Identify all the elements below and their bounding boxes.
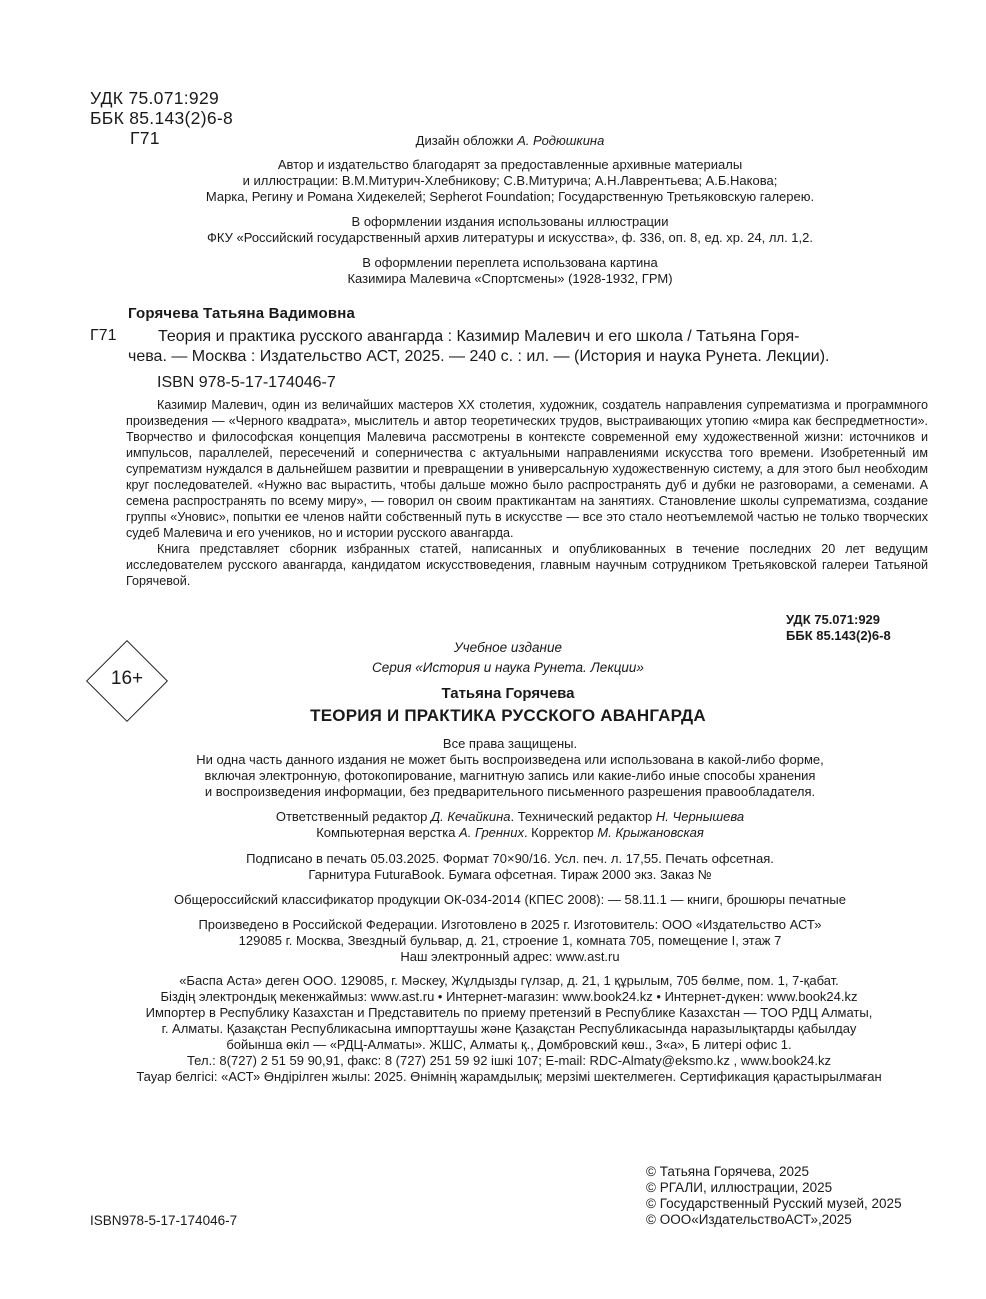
rights-line: Ни одна часть данного издания не может быть воспроизведена или использована в какой-либо форме, (196, 752, 824, 767)
classifier: Общероссийский классификатор продукции ОК-034-2014 (КПЕС 2008): — 58.11.1 — книги, брошюры печатные (174, 892, 846, 907)
kz-line: Біздің электрондық мекенжаймыз: www.ast.ru • Интернет-магазин: www.book24.kz • Интернет-дүкен: www.book24.kz (160, 989, 858, 1004)
chief-editor: Д. Кечайкина (431, 809, 511, 824)
author-heading: Горячева Татьяна Вадимовна (128, 305, 356, 322)
tech-editor: Н. Чернышева (655, 809, 745, 824)
bbk-code: ББК 85.143(2)6-8 (786, 628, 891, 643)
acknowledgment-line: Автор и издательство благодарят за предоставленные архивные материалы (277, 157, 743, 172)
kz-line: Тел.: 8(727) 2 51 59 90,91, факс: 8 (727) 251 59 92 ішкі 107; E-mail: RDC-Almaty@eksmo.kz , www.book24.kz (186, 1053, 832, 1068)
print-line: Гарнитура FuturaBook. Бумага офсетная. Тираж 2000 экз. Заказ № (308, 867, 712, 882)
binding-line: В оформлении переплета использована картина (362, 255, 658, 270)
udk-code: УДК 75.071:929 (90, 88, 220, 108)
annotation (126, 397, 928, 589)
udk-code: УДК 75.071:929 (786, 612, 881, 627)
rights-heading: Все права защищены. (442, 736, 578, 751)
entry-line: чева. — Москва : Издательство АСТ, 2025. — 240 с. : ил. — (История и наука Рунета. Лекции). (128, 348, 830, 365)
cover-designer: А. Родюшкина (517, 133, 605, 148)
manufacturer-line: 129085 г. Москва, Звездный бульвар, д. 21, строение 1, комната 705, помещение I, этаж 7 (238, 933, 782, 948)
manufacturer (110, 917, 910, 965)
entry-line: Теория и практика русского авангарда : Казимир Малевич и его школа / Татьяна Горя- (158, 328, 800, 345)
acknowledgment-line: и иллюстрации: В.М.Митурич-Хлебникову; С.В.Митурича; А.Н.Лаврентьева; А.Б.Накова; (242, 173, 778, 188)
annotation-paragraph: Книга представляет сборник избранных статей, написанных и опубликованных в течение последних 20 лет ведущим исследователем русского авангарда, кандидатом искусствоведения, главным научным сотрудником Третьяковской галереи Татьяной Горячевой. (126, 542, 928, 588)
series: Серия «История и наука Рунета. Лекции» (372, 660, 644, 675)
book-title: ТЕОРИЯ И ПРАКТИКА РУССКОГО АВАНГАРДА (310, 706, 706, 725)
editors-line: Ответственный редактор Д. Кечайкина. Технический редактор Н. Чернышева (275, 809, 745, 824)
kz-line: Импортер в Республику Казахстан и Представитель по приему претензий в Республике Казахстан — ТОО РДЦ Алматы, (145, 1005, 873, 1020)
isbn: ISBN 978-5-17-174046-7 (157, 374, 336, 391)
bbk-code: ББК 85.143(2)6-8 (90, 108, 234, 128)
binding-line: Казимира Малевича «Спортсмены» (1928-1932, ГРМ) (347, 271, 673, 286)
author-mark-label: Г71 (90, 327, 117, 344)
layout-line: Компьютерная верстка А. Гренних. Корректор М. Крыжановская (316, 825, 704, 840)
kz-line: Тауар белгісі: «АСТ» Өндірілген жылы: 2025. Өнімнің жарамдылық; мерзімі шектелмеген. Сертификация қарастырылмаған (136, 1069, 882, 1084)
illustrations-line: ФКУ «Российский государственный архив литературы и искусства», ф. 336, оп. 8, ед. хр. 24, лл. 1,2. (207, 230, 813, 245)
copyright-line: © Татьяна Горячева, 2025 (646, 1164, 809, 1179)
annotation-paragraph: Казимир Малевич, один из величайших мастеров XX столетия, художник, создатель направления супрематизма и программного произведения — «Черного квадрата», мыслитель и автор теоретических трудов, выстраивающих утопию «мира как беспредметности». Творчество и философская концепция Малевича рассмотрены в контексте современной ему художественной жизни: источников и импульсов, параллелей, пересечений и соперничества с актуальными направлениями искусства того времени. Изобретенный им супрематизм нуждался в дальнейшем развитии и превращении в универсальную художественную систему, а для этого был необходим круг последователей. «Нужно вас вырастить, чтобы дальше можно было распространять дуб и дубки не разговорами, а семенами. А семена распространять по всему миру», — говорил он своим практикантам на занятиях. Становление школы супрематизма, создание группы «Уновис», попытки ее членов найти собственный путь в искусстве — все это стало неотъемлемой частью не только творческих судеб Малевича и его учеников, но и истории русского авангарда. (126, 398, 928, 540)
acknowledgment-line: Марка, Регину и Романа Хидекелей; Sepherot Foundation; Государственную Третьяковскую галерею. (205, 189, 815, 204)
copyright-block (646, 1164, 902, 1228)
copyright-line: © Государственный Русский музей, 2025 (646, 1196, 902, 1211)
manufacturer-line: Произведено в Российской Федерации. Изготовлено в 2025 г. Изготовитель: ООО «Издательство АСТ» (198, 917, 822, 932)
edition-info (258, 638, 758, 678)
kazakhstan-info (86, 973, 932, 1085)
print-info (110, 851, 910, 883)
cover-design: Дизайн обложки А. Родюшкина (415, 133, 605, 148)
layout-artist: А. Гренних (459, 825, 524, 840)
proofreader: М. Крыжановская (597, 825, 704, 840)
book-author: Татьяна Горячева (441, 685, 575, 702)
annotation-classification (786, 612, 891, 644)
isbn-bottom: ISBN978-5-17-174046-7 (90, 1213, 238, 1228)
kz-line: г. Алматы. Қазақстан Республикасына импорттаушы және Қазақстан Республикасында наразылықтарды қабылдау (161, 1021, 857, 1036)
manufacturer-line: Наш электронный адрес: www.ast.ru (400, 949, 620, 964)
age-rating: 16+ (110, 668, 144, 689)
kz-line: бойынша өкіл — «РДЦ-Алматы». ЖШС, Алматы қ., Домбровский көш., 3«а», Б литері офис 1. (226, 1037, 792, 1052)
rights-notice (110, 736, 910, 800)
kz-line: «Баспа Аста» деген ООО. 129085, г. Мәскеу, Жұлдызды гүлзар, д. 21, 1 құрылым, 705 бөлме, пом. 1, 7-қабат. (179, 973, 839, 988)
bibliographic-entry (128, 327, 928, 367)
copyright-line: © РГАЛИ, иллюстрации, 2025 (646, 1180, 833, 1195)
rights-line: включая электронную, фотокопирование, магнитную запись или какие-либо иные способы хранения (204, 768, 816, 783)
rights-line: и воспроизведения информации, без предварительного письменного разрешения правообладателя. (204, 784, 816, 799)
print-line: Подписано в печать 05.03.2025. Формат 70×90/16. Усл. печ. л. 17,55. Печать офсетная. (246, 851, 774, 866)
edition-type: Учебное издание (454, 640, 562, 655)
illustrations-line: В оформлении издания использованы иллюстрации (351, 214, 669, 229)
copyright-line: © ООО«ИздательствоАСТ»,2025 (646, 1212, 852, 1227)
staff (110, 809, 910, 841)
credits (110, 133, 910, 287)
author-mark: Г71 (130, 128, 160, 148)
